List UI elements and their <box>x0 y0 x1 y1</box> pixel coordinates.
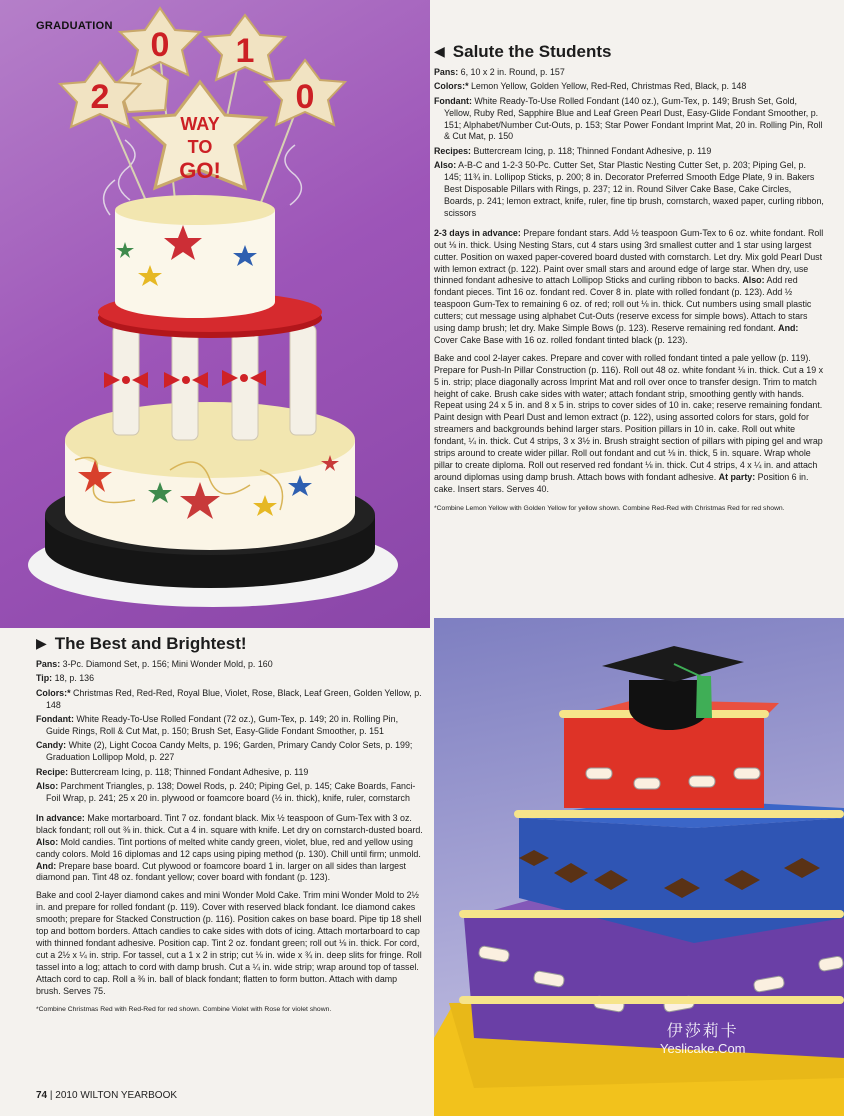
footnote: *Combine Christmas Red with Red-Red for red shown. Combine Violet with Rose for violet shown. <box>36 1006 332 1014</box>
left-arrow-icon: ◀ <box>434 43 445 59</box>
spec-fondant: Fondant: White Ready-To-Use Rolled Fondant (72 oz.), Gum-Tex, p. 149; 20 in. Rolling Pin, Guide Rings, Roll & Cut Mat, p. 150; Brush Set, Easy-Glide Fondant Smoother, p. 151 <box>36 714 399 736</box>
article-heading <box>36 634 423 653</box>
section-label: GRADUATION <box>36 20 113 32</box>
topper-sign-line-2: TO <box>187 137 213 157</box>
topper-number-4: 0 <box>295 78 315 116</box>
article-best-and-brightest <box>36 634 423 1020</box>
spec-also: Also: Parchment Triangles, p. 138; Dowel Rods, p. 240; Piping Gel, p. 145; Cake Boards, Fanci-Foil Wrap, p. 241; 25 x 20 in. plywood or foamcore board (½ in. thick), knife, ruler, cornstarch <box>36 781 416 803</box>
watermark-cn: 伊莎莉卡 <box>666 1023 739 1040</box>
topper-number-3: 1 <box>235 32 255 70</box>
right-arrow-icon: ▶ <box>36 635 47 651</box>
instructions-paragraph: In advance: Make mortarboard. Tint 7 oz. fondant black. Mix ½ teaspoon of Gum-Tex with 3 oz. black fondant; roll out ⅜ in. thick. Cut a 4 in. square with knife. Let dry on cornstarch-dusted board. Also: Mold candies. Tint portions of melted white candy green, violet, blue, red and yellow using candy colors. Mold 16 diplomas and 12 caps using piping method (p. 130). Chill until firm; unmold. And: Prepare base board. Cut plywood or foamcore board 1 in. larger on all sides than largest diamond pan. Tint 48 oz. fondant yellow; cover board with fondant (p. 123). <box>36 812 423 883</box>
article-heading <box>434 42 824 61</box>
watermark-url: Yeslicake.Com <box>660 1041 746 1056</box>
spec-pans: Pans: 6, 10 x 2 in. Round, p. 157 <box>434 66 565 77</box>
article-title: Salute the Students <box>452 42 612 61</box>
spec-colors: Colors:* Christmas Red, Red-Red, Royal Blue, Violet, Rose, Black, Leaf Green, Golden Yellow, p. 148 <box>36 687 422 710</box>
instructions-paragraph: Bake and cool 2-layer diamond cakes and mini Wonder Mold Cake. Trim mini Wonder Mold to 2½ in. and prepare for rolled fondant (p. 119). Cover with reserved black fondant. Ice diamond cakes smooth; prepare for Stacked Construction (p. 116). Position cakes on base board. Pipe tip 18 shell top and bottom borders. Attach candies to cake sides with dots of icing. Attach mortarboard to cap with thinned fondant adhesive. Position cap. Tint 2 oz. fondant green; roll out ⅛ in. thick. For cord, cut a 2½ x ¼ in. strip. For tassel, cut a 1 x 2 in strip; cut ⅛ in. wide x ¾ in. deep slits for fringe. Roll tassel into a log; attach to cord with damp brush. Cut a ¼ in. wide strip; wrap around top of tassel. Attach cord to cap. Roll a ⅜ in. ball of black fondant; flatten to form button. Attach with damp brush. Serves 75. <box>36 890 422 996</box>
spec-colors: Colors:* Lemon Yellow, Golden Yellow, Red-Red, Christmas Red, Black, p. 148 <box>434 81 747 92</box>
spec-candy: Candy: White (2), Light Cocoa Candy Melts, p. 196; Garden, Primary Candy Color Sets, p. 199; Graduation Lollipop Mold, p. 227 <box>36 740 413 763</box>
page-footer <box>36 1090 177 1101</box>
best-and-brightest-cake-photo <box>434 618 844 1116</box>
spec-recipe: Recipe: Buttercream Icing, p. 118; Thinned Fondant Adhesive, p. 119 <box>36 766 309 777</box>
topper-sign-line-3: GO! <box>179 158 221 183</box>
salute-cake-photo <box>0 0 430 628</box>
spec-recipes: Recipes: Buttercream Icing, p. 118; Thinned Fondant Adhesive, p. 119 <box>434 145 712 156</box>
topper-number-2: 0 <box>150 26 170 64</box>
footer-separator: | <box>49 1090 53 1101</box>
instructions-paragraph: Bake and cool 2-layer cakes. Prepare and cover with rolled fondant tinted a pale yellow (p. 119). Prepare for Push-In Pillar Construction (p. 116). Roll out 48 oz. white fondant ⅛ in. thick. Cut a 19 x 5 in. strip; place diagonally across Imprint Mat and roll over once to transfer design. Trim to match height of cake. Brush cake sides with water; attach fondant strip, smoothing gently with hands. Repeat using 24 x 5 in. and 8 x 5 in. strips to cover sides of 10 in. cake; reserve remaining fondant. Paint design with Pearl Dust and lemon extract (p. 122), using assorted colors for stars, gold for streamers and backgrounds behind larger stars. Position pillars in 10 in. cake. Roll out white fondant, ¼ in. thick. Cut 4 strips, 3 x 3½ in. Brush straight section of pillars with piping gel and wrap strips around to create wider pillar. Roll out fondant and cut ⅛ in. thick, 5 in. square. Wrap whole pillar to create diploma. Roll out reserved red fondant ⅛ in. thick. Cut 4 strips, 4 x ¼ in. and attach around diplomas using damp brush. Attach bows with fondant adhesive. At party: Position 6 in. cake. Insert stars. Serves 40. <box>434 352 824 494</box>
footnote: *Combine Lemon Yellow with Golden Yellow for yellow shown. Combine Red-Red with Christmas Red for red shown. <box>434 504 785 512</box>
instructions-paragraph: 2-3 days in advance: Prepare fondant stars. Add ½ teaspoon Gum-Tex to 6 oz. white fondant. Roll out ⅛ in. thick. Using Nesting Stars, cut 4 stars using 3rd smallest cutter and 1 star using largest cutter. Position on waxed paper-covered board dusted with cornstarch. Let dry. Mix gold Pearl Dust with lemon extract (p. 122). Paint over small stars and around edge of large star. When dry, use thinned fondant adhesive to attach Lollipop Sticks and curling ribbon to backs. Also: Add red fondant pieces. Tint 16 oz. fondant red. Cover 8 in. plate with rolled fondant (p. 123). Add ½ teaspoon Gum-Tex to remaining 6 oz. of red; roll out ⅛ in. thick. Cut numbers using small plastic cutters; cut message using alphabet Cut-Outs (reserve excess for simple bows). Attach to stars using damp brush; let dry. Make Simple Bows (p. 123). Reserve remaining red fondant. And: Cover Cake Base with 16 oz. rolled fondant tinted black (p. 123). <box>434 227 824 345</box>
publication-name: 2010 WILTON YEARBOOK <box>55 1090 178 1101</box>
spec-fondant: Fondant: White Ready-To-Use Rolled Fondant (140 oz.), Gum-Tex, p. 149; Brush Set, Gold, Yellow, Ruby Red, Sapphire Blue and Leaf Green Pearl Dust, Easy-Glide Fondant Smoother, p. 151; Alphabet/Number Cut-Outs, p. 153; Star Power Fondant Imprint Mat, 20 in. Rolling Pin, Roll & Cut Mat, p. 150 <box>434 95 823 142</box>
spec-also: Also: A-B-C and 1-2-3 50-Pc. Cutter Set, Star Plastic Nesting Cutter Set, p. 203; Piping Gel, p. 145; 11¾ in. Lollipop Sticks, p. 200; 8 in. Decorator Preferred Smooth Edge Plate, 9 in. Bakers Best Disposable Pillars with Rings, p. 237; 12 in. Round Silver Cake Base, Cake Circles, Boards, p. 241; lemon extract, knife, ruler, fine tip brush, cornstarch, waxed paper, curling ribbon, scissors <box>434 160 824 218</box>
spec-tip: Tip: 18, p. 136 <box>36 673 95 684</box>
article-title: The Best and Brightest! <box>54 634 247 653</box>
page-number: 74 <box>36 1090 48 1101</box>
topper-sign-line-1: WAY <box>180 114 220 134</box>
article-salute-the-students <box>434 42 824 519</box>
spec-pans: Pans: 3-Pc. Diamond Set, p. 156; Mini Wonder Mold, p. 160 <box>36 658 273 669</box>
topper-number-1: 2 <box>90 78 110 116</box>
watermark <box>660 1018 746 1056</box>
